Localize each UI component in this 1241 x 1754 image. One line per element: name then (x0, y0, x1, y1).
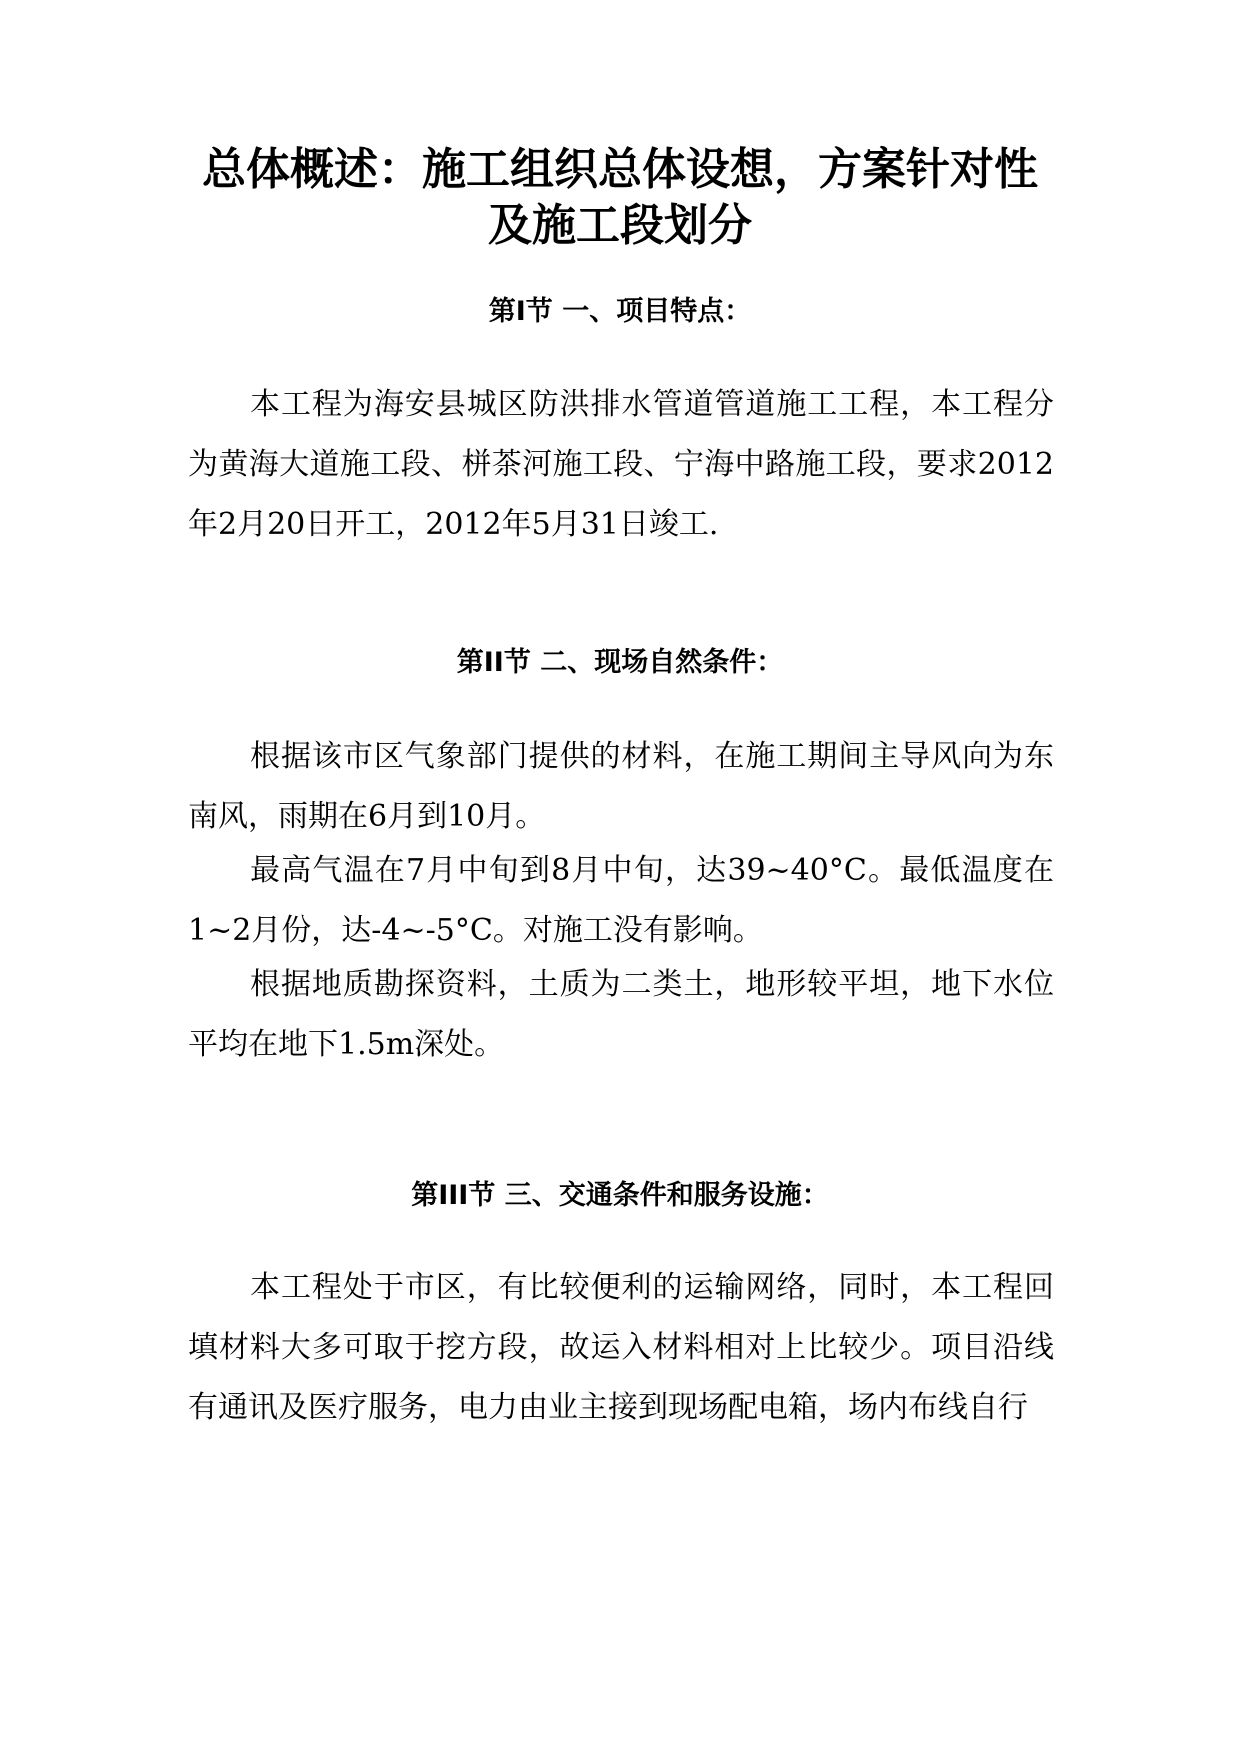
section-2-paragraph-1: 根据该市区气象部门提供的材料，在施工期间主导风向为东南风，雨期在6月到10月。 (188, 739, 1054, 834)
section-1-heading: 第I节 一、项目特点： (488, 296, 752, 327)
document-title-line-2: 及施工段划分 (488, 200, 752, 251)
section-2-paragraph-3: 根据地质勘探资料，土质为二类土，地形较平坦，地下水位平均在地下1.5m深处。 (188, 967, 1054, 1062)
section-3-heading: 第III节 三、交通条件和服务设施： (411, 1180, 829, 1211)
section-3-paragraph-1: 本工程处于市区，有比较便利的运输网络，同时，本工程回填材料大多可取于挖方段，故运入材料相对上比较少。项目沿线有通讯及医疗服务，电力由业主接到现场配电箱，场内布线自行 (188, 1270, 1054, 1425)
section-2-heading: 第II节 二、现场自然条件： (456, 647, 784, 678)
document-title-line-1: 总体概述：施工组织总体设想，方案针对性 (202, 144, 1038, 195)
section-2-paragraph-2: 最高气温在7月中旬到8月中旬，达39~40°C。最低温度在1~2月份，达-4~-5°C。对施工没有影响。 (188, 853, 1054, 948)
section-1-paragraph-1: 本工程为海安县城区防洪排水管道管道施工工程，本工程分为黄海大道施工段、栟茶河施工段、宁海中路施工段，要求2012年2月20日开工，2012年5月31日竣工. (188, 387, 1054, 542)
